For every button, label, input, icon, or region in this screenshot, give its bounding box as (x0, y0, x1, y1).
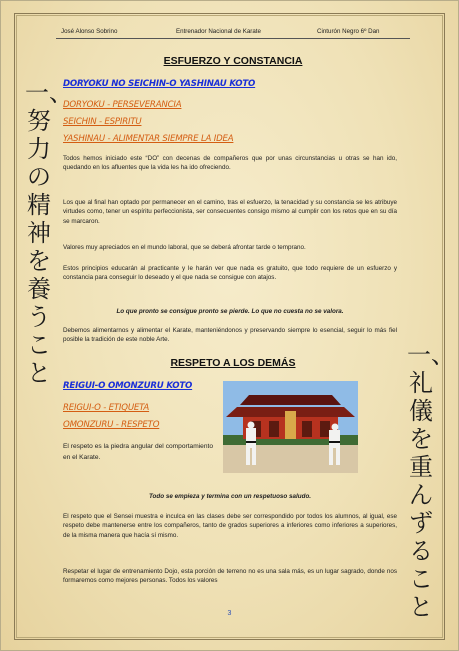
header-rule (56, 38, 410, 39)
paragraph: Estos principios educarán al practicante y le harán ver que nada es gratuito, que todo requiere de un esfuerzo y constancia para conseguir lo deseado y el que nada se consigue con atajos. (63, 265, 397, 282)
header-rank: Cinturón Negro 6º Dan (317, 28, 380, 35)
header-author: José Alonso Sobrino (61, 28, 118, 35)
section-title-esfuerzo: ESFUERZO Y CONSTANCIA (163, 55, 303, 67)
section-title-respeto: RESPETO A LOS DEMÁS (170, 357, 296, 369)
term-reigui: REIGUI-O - ETIQUETA (63, 403, 150, 413)
quote: Todo se empieza y termina con un respetuoso saludo. (148, 493, 312, 500)
term-yashinau: YASHINAU - ALIMENTAR SIEMPRE LA IDEA (63, 134, 234, 144)
paragraph: Todos hemos iniciado este “DO” con decenas de compañeros que por unas circunstancias u otras se han ido, quedando en los afluentes que la vida les ha ido ofreciendo. (63, 155, 397, 172)
calligraphy-right: 一、礼儀を重んずること (407, 341, 455, 621)
header-role: Entrenador Nacional de Karate (176, 28, 261, 35)
intro-paragraph: El respeto es la piedra angular del comportamiento en el Karate. (63, 443, 213, 461)
term-omonzuru: OMONZURU - RESPETO (63, 420, 160, 430)
paragraph: El respeto que el Sensei muestra e inculca en las clases debe ser correspondido por todos los alumnos, al igual, ese respeto debe mantenerse entre los compañeros, tanto de grados superiores a inferiores como inferiores a superiores, de la misma manera que hacía sí mismo. (63, 513, 397, 539)
paragraph: Valores muy apreciados en el mundo laboral, que se deberá afrontar tarde o temprano. (63, 244, 306, 251)
motto-doryoku: DORYOKU NO SEICHIN-O YASHINAU KOTO (63, 79, 256, 89)
dojo-photo-image (223, 381, 358, 473)
quote: Lo que pronto se consigue pronto se pierde. Lo que no cuesta no se valora. (116, 308, 344, 315)
term-doryoku: DORYOKU - PERSEVERANCIA (63, 100, 182, 110)
paragraph: Los que al final han optado por permanecer en el camino, tras el esfuerzo, la tenacidad y su constancia se les atribuye virtudes como, tener un espíritu perfeccionista, ser consecuentes consigo mismo al cumplir con los retos que en su día se marcaron. (63, 199, 397, 225)
term-seichin: SEICHIN - ESPIRITU (63, 117, 142, 127)
motto-reigui: REIGUI-O OMONZURU KOTO (63, 381, 193, 391)
paragraph: Respetar el lugar de entrenamiento Dojo, esta porción de terreno no es una sala más, es un lugar sagrado, donde nos formaremos como mejores personas. Todos los valores (63, 568, 397, 585)
page-number: 3 (227, 610, 232, 617)
calligraphy-left: 一、努力の精神を養うこと (25, 79, 73, 387)
dojo-photo (223, 381, 358, 473)
paragraph: Debemos alimentarnos y alimentar el Karate, manteniéndonos y preservando siempre lo esencial, seguir lo más fiel posible la tradición de este noble Arte. (63, 327, 397, 344)
